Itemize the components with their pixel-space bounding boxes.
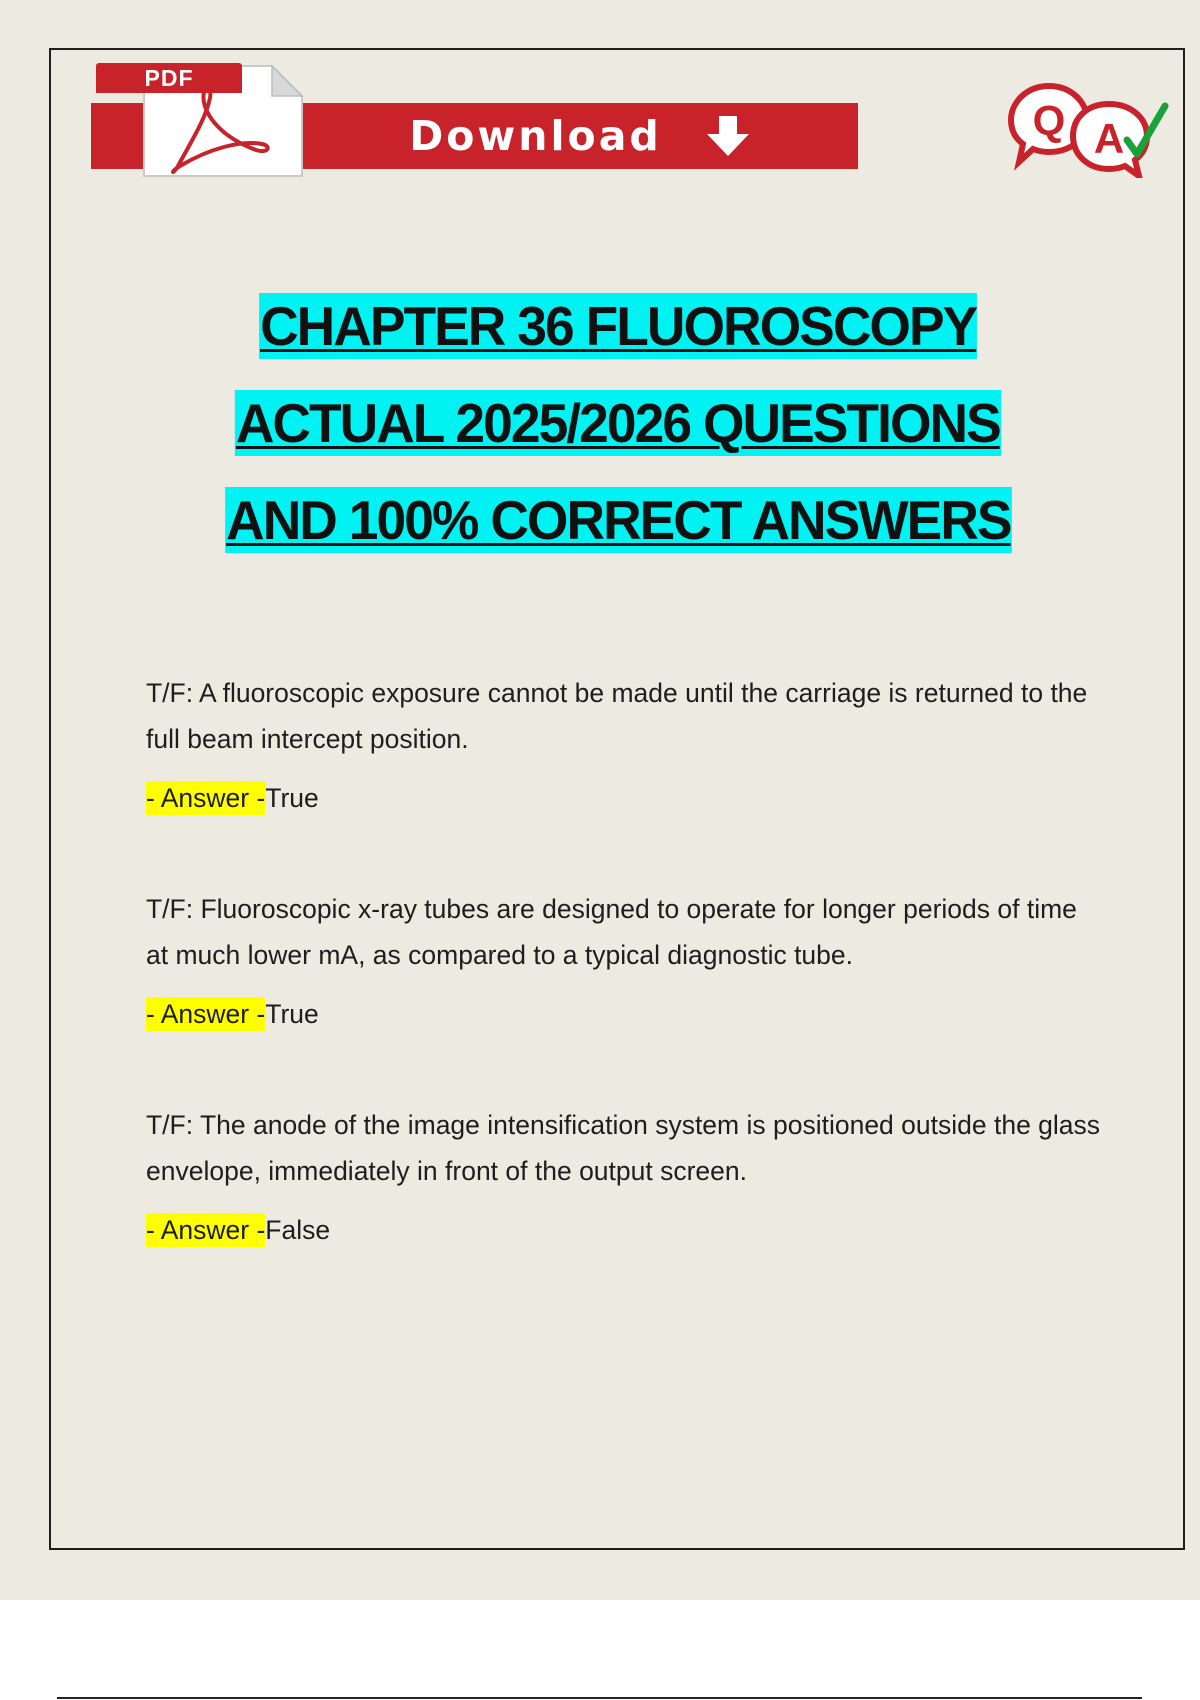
qa-logo bbox=[1005, 78, 1173, 178]
answer-prefix: - Answer - bbox=[146, 783, 266, 813]
question-item bbox=[146, 670, 1106, 816]
title-line-3: AND 100% CORRECT ANSWERS bbox=[225, 489, 1011, 551]
answer-prefix: - Answer - bbox=[146, 999, 266, 1029]
title-line-1: CHAPTER 36 FLUOROSCOPY bbox=[259, 295, 977, 357]
answer-value: True bbox=[265, 999, 319, 1029]
title-line-2: ACTUAL 2025/2026 QUESTIONS bbox=[236, 392, 1000, 454]
answer-value: True bbox=[265, 783, 319, 813]
banner-left-block[interactable] bbox=[91, 103, 147, 169]
arrow-down-icon bbox=[704, 114, 752, 158]
question-text: T/F: Fluoroscopic x-ray tubes are designed to operate for longer periods of time at much lower mA, as compared to a typical diagnostic tube. bbox=[146, 894, 1077, 970]
question-text: T/F: The anode of the image intensification system is positioned outside the glass envelope, immediately in front of the output screen. bbox=[146, 1110, 1101, 1186]
question-item bbox=[146, 886, 1106, 1032]
answer-value: False bbox=[265, 1215, 331, 1245]
download-button[interactable] bbox=[303, 103, 858, 169]
footer-divider bbox=[57, 1697, 1142, 1699]
logo-q-letter: Q bbox=[1032, 97, 1066, 144]
download-label: Download bbox=[409, 112, 662, 160]
answer-row bbox=[146, 1212, 1106, 1248]
pdf-label: PDF bbox=[96, 63, 242, 93]
answer-row bbox=[146, 996, 1106, 1032]
question-text: T/F: A fluoroscopic exposure cannot be made until the carriage is returned to the full beam intercept position. bbox=[146, 678, 1088, 754]
logo-a-letter: A bbox=[1093, 115, 1125, 162]
question-list bbox=[146, 670, 1106, 1318]
answer-prefix: - Answer - bbox=[146, 1215, 266, 1245]
answer-row bbox=[146, 780, 1106, 816]
question-item bbox=[146, 1102, 1106, 1248]
